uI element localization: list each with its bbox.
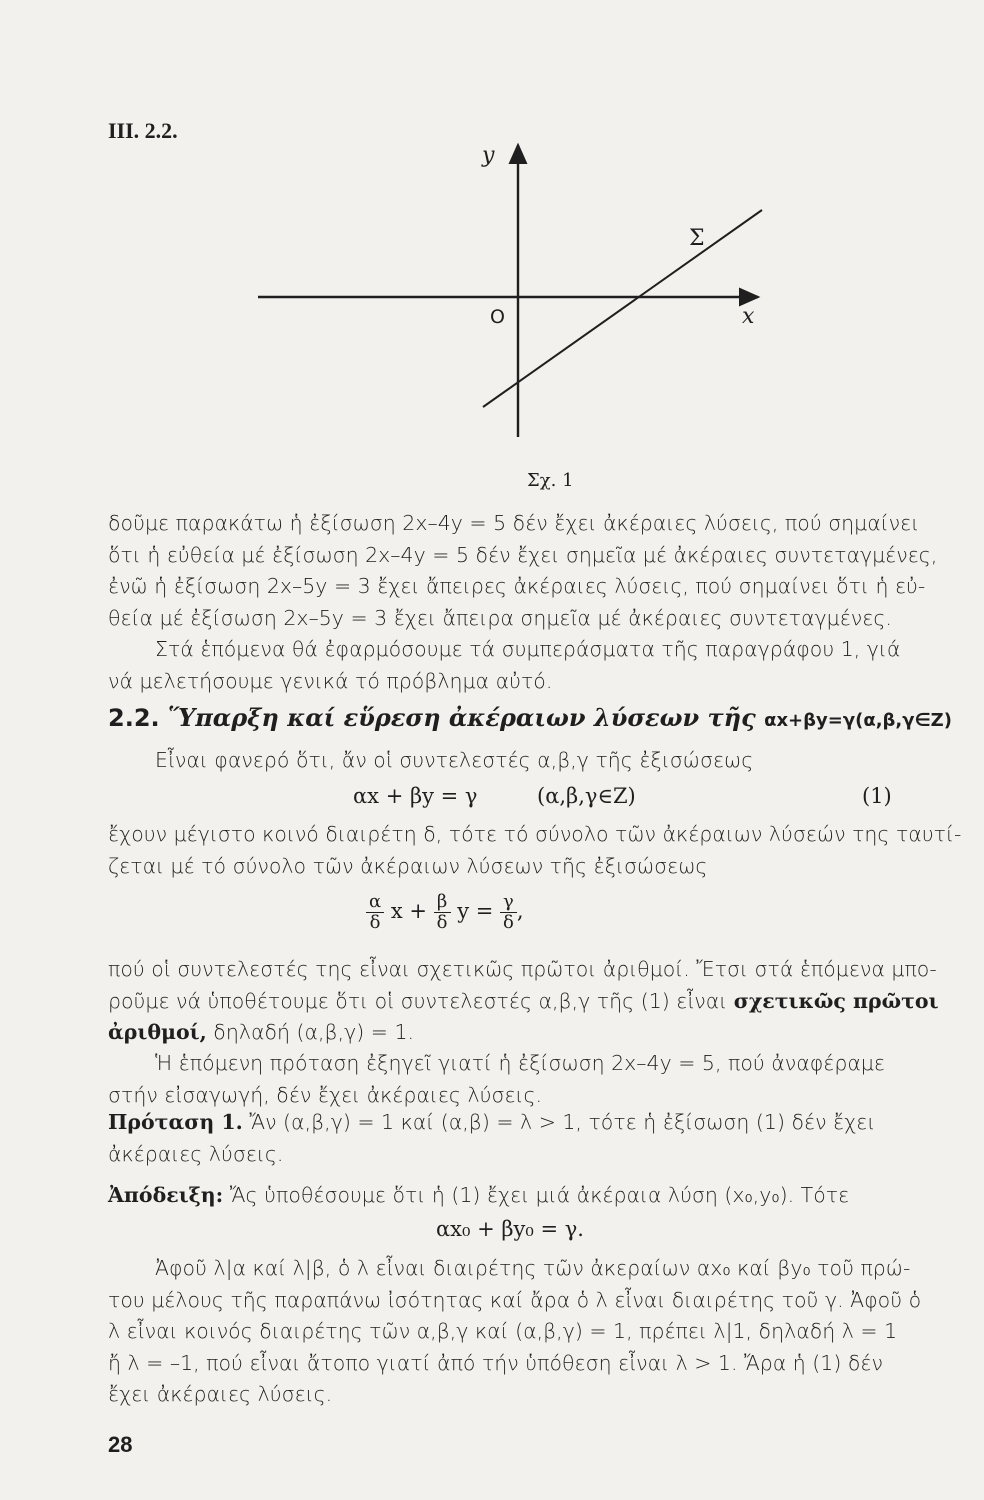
proof-label: Ἀπόδειξη: [108, 1183, 224, 1207]
text-line: ἤ λ = –1, πού εἶναι ἄτοπο γιατί ἀπό τήν ὑπόθεση εἶναι λ > 1. Ἄρα ἡ (1) δέν [108, 1350, 883, 1375]
figure-caption: Σχ. 1 [527, 470, 574, 491]
section-title: Ὕπαρξη καί εὕρεση ἀκέραιων λύσεων τῆς [168, 703, 756, 732]
y-axis-label: y [482, 143, 495, 168]
equation-1-condition: (α,β,γ∈Z) [537, 784, 636, 808]
figure-graph [0, 0, 984, 500]
paragraph-6 [108, 1048, 938, 1111]
equation-1-label: (1) [862, 784, 892, 808]
text-line: Πρόταση 1. Ἄν (α,β,γ) = 1 καί (α,β) = λ > 1, τότε ἡ ἐξίσωση (1) δέν ἔχει [108, 1110, 876, 1134]
text-line: του μέλους τῆς παραπάνω ἰσότητας καί ἄρα ὁ λ εἶναι διαιρέτης τοῦ γ. Ἀφοῦ ὁ [108, 1287, 922, 1312]
text-line: ζεται μέ τό σύνολο τῶν ἀκέραιων λύσεων τῆς ἐξισώσεως [108, 853, 708, 878]
section-number: 2.2. [108, 704, 160, 732]
x-axis-label: x [742, 304, 755, 329]
proof-equation: αx₀ + βy₀ = γ. [436, 1217, 584, 1241]
paragraph-2 [108, 634, 938, 697]
text-line: ἀριθμοί, δηλαδή (α,β,γ) = 1. [108, 1020, 415, 1044]
text-line: ἀκέραιες λύσεις. [108, 1141, 284, 1166]
page-number: 28 [108, 1432, 133, 1457]
text-line: νά μελετήσουμε γενικά τό πρόβλημα αὐτό. [108, 668, 553, 693]
text-line: πού οἱ συντελεστές της εἶναι σχετικῶς πρῶτοι ἀριθμοί. Ἔτσι στά ἑπόμενα μπο- [108, 957, 937, 981]
bold-term: σχετικῶς πρῶτοι [733, 988, 939, 1013]
paragraph-4 [108, 819, 962, 882]
proof-body [108, 1253, 938, 1411]
text-line: στήν εἰσαγωγή, δέν ἔχει ἀκέραιες λύσεις. [108, 1082, 543, 1107]
section-heading [108, 703, 952, 732]
section-equation: αx+βy=γ(α,β,γ∈Z) [764, 710, 952, 731]
bold-term: ἀριθμοί, [108, 1020, 207, 1044]
text-line: Ἀπόδειξη: Ἄς ὑποθέσουμε ὅτι ἡ (1) ἔχει μιά ἀκέραια λύση (x₀,y₀). Τότε [108, 1183, 850, 1207]
line-label: Σ [689, 226, 705, 251]
proposition-label: Πρόταση 1. [108, 1110, 243, 1134]
proof [108, 1180, 938, 1212]
text-line: λ εἶναι κοινός διαιρέτης τῶν α,β,γ καί (α,β,γ) = 1, πρέπει λ|1, δηλαδή λ = 1 [108, 1319, 898, 1343]
fraction-b-over-d: $\frac{\beta}{\delta}$ [434, 892, 451, 933]
text-line: ἔχουν μέγιστο κοινό διαιρέτη δ, τότε τό σύνολο τῶν ἀκέραιων λύσεών της ταυτί- [108, 822, 962, 846]
equation-reduced: $\frac{\alpha}{\delta}$ x + $\frac{\beta}{\delta}$ y = $\frac{\gamma}{\delta}$ , [366, 892, 524, 933]
text-line: ἐνῶ ἡ ἐξίσωση 2x–5y = 3 ἔχει ἄπειρες ἀκέραιες λύσεις, πού σημαίνει ὅτι ἡ εὐ- [108, 574, 926, 598]
paragraph-1 [108, 508, 938, 634]
text-line: ἔχει ἀκέραιες λύσεις. [108, 1382, 333, 1406]
text-line: Εἶναι φανερό ὅτι, ἄν οἱ συντελεστές α,β,γ τῆς ἐξισώσεως [155, 748, 754, 772]
origin-label: O [490, 306, 505, 328]
paragraph-5 [108, 954, 938, 1049]
text-line: Ἡ ἑπόμενη πρόταση ἐξηγεῖ γιατί ἡ ἐξίσωση 2x–4y = 5, πού ἀναφέραμε [155, 1051, 885, 1075]
fraction-c-over-d: $\frac{\gamma}{\delta}$ [500, 892, 517, 933]
proposition-1 [108, 1107, 938, 1170]
text-line: ὅτι ἡ εὐθεία μέ ἐξίσωση 2x–4y = 5 δέν ἔχει σημεῖα μέ ἀκέραιες συντεταγμένες, [108, 542, 938, 567]
equation-1: αx + βy = γ [353, 784, 478, 808]
text-line: Στά ἑπόμενα θά ἐφαρμόσουμε τά συμπεράσματα τῆς παραγράφου 1, γιά [155, 637, 901, 661]
paragraph-3 [108, 745, 938, 777]
running-header: III. 2.2. [108, 118, 178, 143]
fraction-a-over-d: $\frac{\alpha}{\delta}$ [366, 892, 384, 933]
text-line: δοῦμε παρακάτω ἡ ἐξίσωση 2x–4y = 5 δέν ἔχει ἀκέραιες λύσεις, πού σημαίνει [108, 511, 920, 535]
text-line: ροῦμε νά ὑποθέτουμε ὅτι οἱ συντελεστές α,β,γ τῆς (1) εἶναι σχετικῶς πρῶτοι [108, 988, 939, 1013]
text-line: Ἀφοῦ λ|α καί λ|β, ὁ λ εἶναι διαιρέτης τῶν ἀκεραίων αx₀ καί βy₀ τοῦ πρώ- [155, 1256, 911, 1280]
line-sigma [483, 210, 762, 407]
text-line: θεία μέ ἐξίσωση 2x–5y = 3 ἔχει ἄπειρα σημεῖα μέ ἀκέραιες συντεταγμένες. [108, 605, 892, 630]
